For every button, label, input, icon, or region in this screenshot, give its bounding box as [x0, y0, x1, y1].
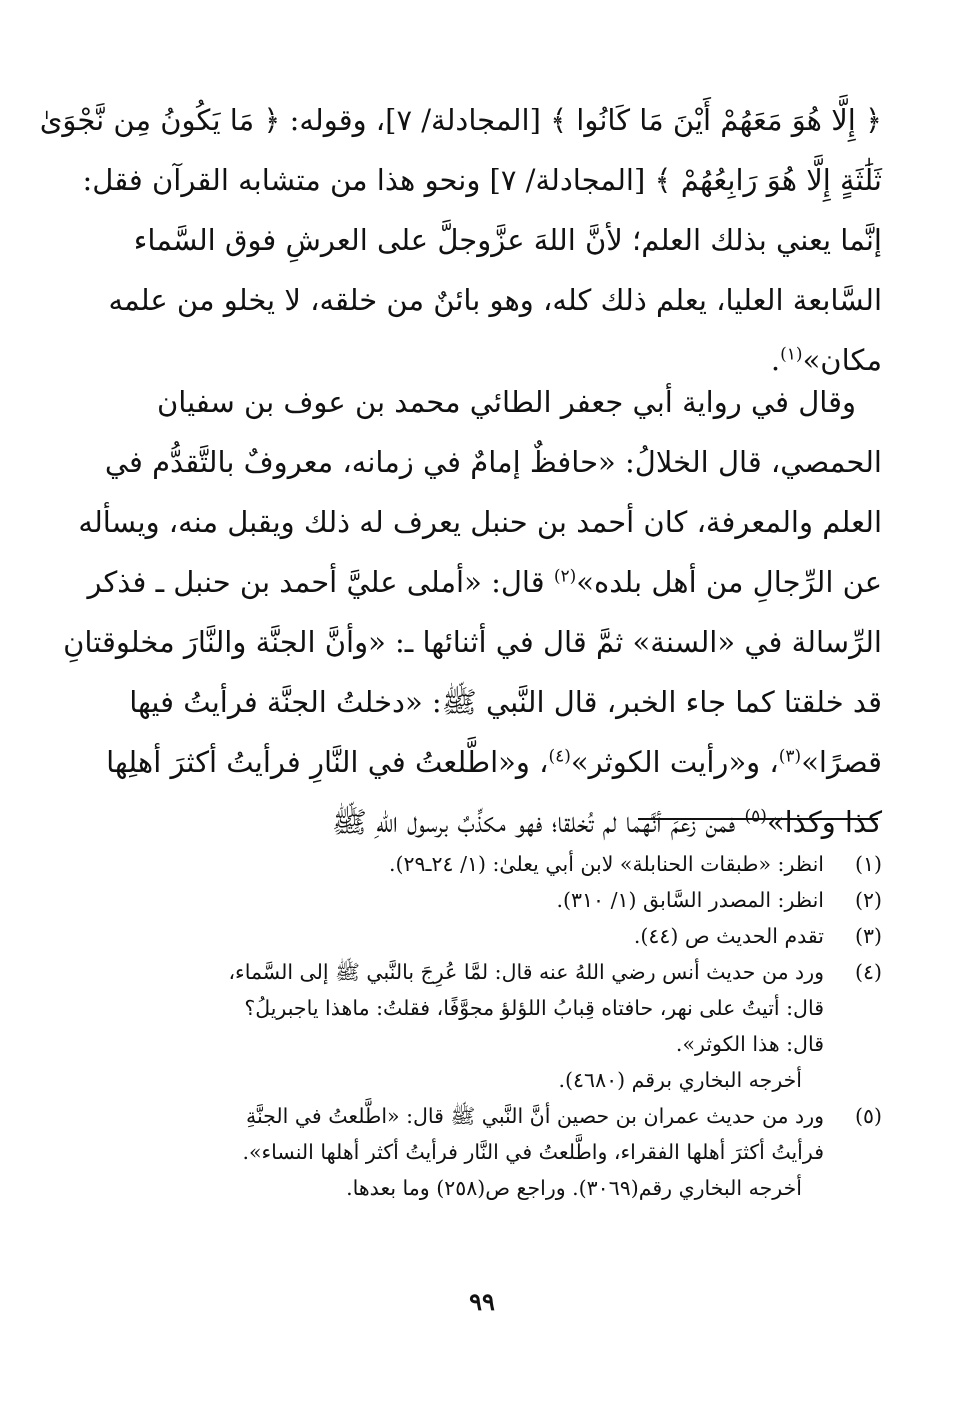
paragraph-2-line-6: قد خلقتا كما جاء الخبر، قال النَّبي ﷺ: «دخلتُ الجنَّة فرأيتُ فيها: [129, 685, 882, 719]
footnotes: [80, 846, 882, 1206]
footnote-ref-3: (٣): [778, 746, 802, 767]
paragraph-2-line-7-a: قصرًا»: [801, 745, 882, 779]
paragraph-1-last-text: مكان»: [802, 343, 882, 377]
footnote-5-line-1: ورد من حديث عمران بن حصين أنَّ النَّبي ﷺ قال: «اطَّلعتُ في الجنَّةِ: [245, 1104, 824, 1128]
paragraph-1: [39, 90, 882, 390]
footnote-4-line-1: ورد من حديث أنس رضي اللهُ عنه قال: لمَّا عُرِجَ بالنَّبي ﷺ إلى السَّماء،: [228, 960, 824, 984]
footnote-4-line-3: قال: هذا الكوثر».: [675, 1032, 824, 1056]
footnote-2-number: (٢): [854, 888, 882, 912]
footnote-5-line-3: أخرجه البخاري رقم(٣٠٦٩). وراجع ص(٢٥٨) وما بعدها.: [346, 1176, 802, 1200]
paragraph-2-line-4-a: عن الرِّجالِ من أهل بلده»: [576, 565, 882, 599]
footnote-ref-1: (١): [780, 344, 803, 365]
footnote-1: [80, 846, 882, 882]
paragraph-2-line-1: وقال في رواية أبي جعفر الطائي محمد بن عوف بن سفيان: [156, 385, 856, 419]
paragraph-2-line-7-b: ، و«رأيت الكوثر»: [570, 745, 779, 779]
paragraph-1-line-4: السَّابعة العليا، يعلم ذلك كله، وهو بائنٌ من خلقه، لا يخلو من علمه: [108, 283, 882, 317]
footnote-ref-2: (٢): [553, 566, 577, 587]
paragraph-2-line-8-b: فمن زعمَ أنَّهما لم تُخلقا؛ فهو مكذِّبٌ برسول اللهِ ﷺ: [331, 805, 745, 839]
paragraph-2: [63, 372, 882, 852]
paragraph-2-line-4-b: قال: «أملى عليَّ أحمد بن حنبل ـ فذكر: [87, 565, 554, 599]
footnote-4-line-2: قال: أتيتُ على نهر، حافتاه قِبابُ اللؤلؤ مجوَّفًا، فقلتُ: ماهذا ياجبريلُ؟: [244, 996, 824, 1020]
paragraph-1-line-2: ثَلَٰثَةٍ إِلَّا هُوَ رَابِعُهُمْ ﴾ [المجادلة/ ٧] ونحو هذا من متشابه القرآن فقل:: [82, 163, 882, 197]
footnote-2: [80, 882, 882, 918]
footnote-3: [80, 918, 882, 954]
footnote-4-line-4: أخرجه البخاري برقم (٤٦٨٠).: [558, 1068, 802, 1092]
footnote-divider: [638, 818, 878, 820]
footnote-5-line-2: فرأيتُ أكثرَ أهلها الفقراء، واطَّلعتُ في النَّار فرأيتُ أكثر أهلها النساء».: [242, 1140, 824, 1164]
footnote-1-number: (١): [854, 852, 882, 876]
footnote-ref-5: (٥): [744, 806, 767, 827]
page-number: ٩٩: [469, 1287, 495, 1316]
footnote-2-text: انظر: المصدر السَّابق (١/ ٣١٠).: [556, 888, 824, 912]
paragraph-2-line-4: [86, 552, 882, 612]
paragraph-2-line-7-c: ، و«اطَّلعتُ في النَّارِ فرأيتُ أكثرَ أهلِها: [106, 745, 549, 779]
footnote-5: [80, 1098, 882, 1206]
footnote-ref-4: (٤): [548, 746, 571, 767]
paragraph-2-line-7: [86, 732, 882, 792]
footnote-3-number: (٣): [854, 924, 882, 948]
paragraph-2-line-8: [86, 792, 882, 852]
footnote-5-number: (٥): [854, 1104, 882, 1128]
footnote-1-text: انظر: «طبقات الحنابلة» لابن أبي يعلىٰ: (١/ ٢٤ـ٢٩).: [388, 852, 824, 876]
footnote-3-text: تقدم الحديث ص (٤٤).: [633, 924, 824, 948]
paragraph-1-line-1: ﴿ إِلَّا هُوَ مَعَهُمْ أَيْنَ مَا كَانُوا ﴾ [المجادلة/ ٧]، وقوله: ﴿ مَا يَكُونُ مِن نَّجْوَىٰ: [39, 103, 882, 137]
paragraph-2-line-3: العلم والمعرفة، كان أحمد بن حنبل يعرف له ذلك ويقبل منه، ويسأله: [78, 505, 882, 539]
footnote-4: [80, 954, 882, 1098]
paragraph-1-last-tail: .: [770, 343, 781, 377]
paragraph-2-line-8-a: كذا وكذا»: [766, 805, 882, 839]
paragraph-2-line-5: الرِّسالة في «السنة» ثمَّ قال في أثنائها ـ: «وأنَّ الجنَّة والنَّارَ مخلوقتانِ: [63, 625, 882, 659]
footnote-4-number: (٤): [854, 960, 882, 984]
paragraph-1-line-3: إنَّما يعني بذلك العلم؛ لأنَّ اللهَ عزَّوجلَّ على العرشِ فوق السَّماء: [133, 223, 882, 257]
paragraph-2-line-2: الحمصي، قال الخلالُ: «حافظٌ إمامٌ في زمانه، معروفٌ بالتَّقدُّم في: [104, 445, 882, 479]
